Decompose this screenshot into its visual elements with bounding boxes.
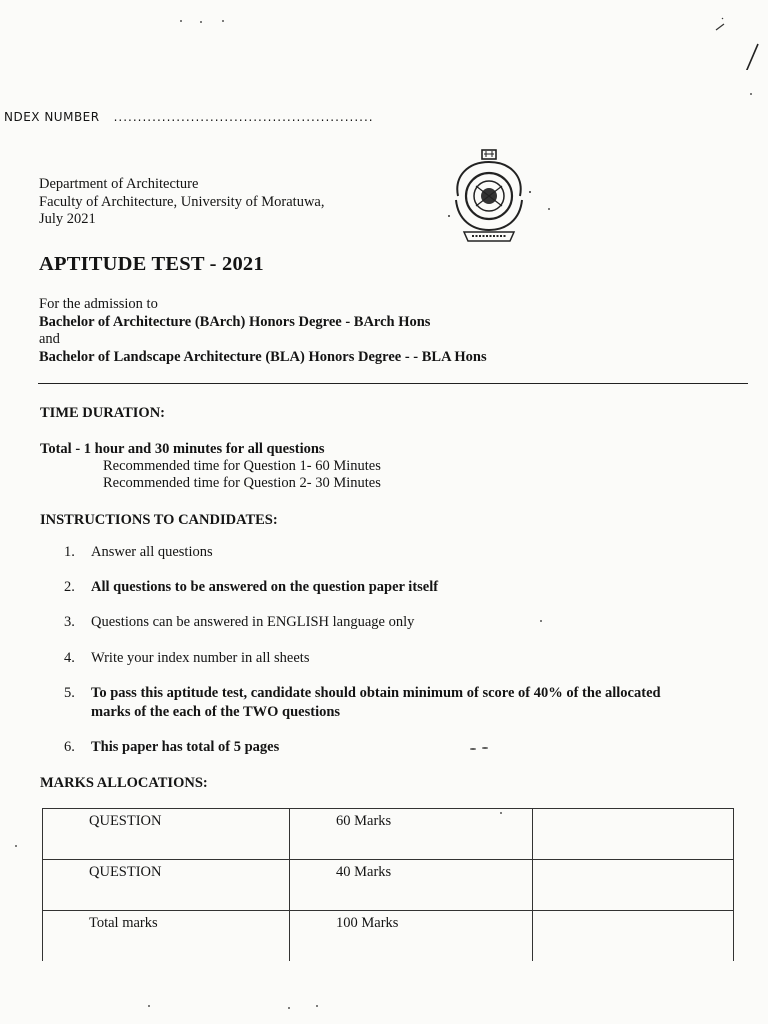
time-duration-block (40, 441, 381, 492)
exam-date: July 2021 (39, 211, 96, 227)
department-name: Department of Architecture (39, 176, 199, 192)
table-cell-item: QUESTION (43, 809, 290, 860)
scan-speck (750, 93, 752, 95)
scan-speck (500, 812, 502, 814)
scan-speck (222, 20, 224, 22)
scan-speck (470, 748, 476, 750)
index-number-label: NDEX NUMBER (4, 110, 100, 124)
total-time: Total - 1 hour and 30 minutes for all questions (40, 441, 325, 457)
list-item-number: 1. (64, 544, 75, 560)
table-row (43, 911, 734, 962)
scan-speck (288, 1007, 290, 1009)
scan-speck (148, 1005, 150, 1007)
scan-speck (540, 620, 542, 622)
degree-barch: Bachelor of Architecture (BArch) Honors Degree - BArch Hons (39, 313, 431, 330)
list-item-text: To pass this aptitude test, candidate should obtain minimum of score of 40% of the allocated (91, 685, 661, 701)
list-item-number: 2. (64, 579, 75, 595)
q1-time: Recommended time for Question 1- 60 Minutes (103, 458, 381, 474)
index-number-dots: ...................................................... (113, 110, 374, 124)
faculty-name: Faculty of Architecture, University of Moratuwa, (39, 193, 325, 210)
admission-and: and (39, 331, 60, 347)
table-cell-blank (533, 860, 734, 911)
table-cell-marks: 60 Marks (290, 809, 533, 860)
marks-table (42, 808, 734, 961)
list-item-text: Answer all questions (91, 544, 213, 560)
list-item-text: Questions can be answered in ENGLISH language only (91, 614, 415, 630)
table-cell-blank (533, 911, 734, 962)
table-cell-marks: 100 Marks (290, 911, 533, 962)
index-number-line (4, 110, 374, 124)
list-item-number: 5. (64, 685, 75, 701)
table-cell-blank (533, 809, 734, 860)
instructions-heading: INSTRUCTIONS TO CANDIDATES: (40, 512, 278, 528)
list-item-number: 4. (64, 650, 75, 666)
list-item-text: All questions to be answered on the question paper itself (91, 579, 439, 595)
institution-header (39, 176, 325, 229)
scan-speck (15, 845, 17, 847)
page-title: APTITUDE TEST - 2021 (39, 253, 264, 275)
admission-block (39, 296, 487, 366)
table-row (43, 860, 734, 911)
admission-intro: For the admission to (39, 296, 158, 312)
table-cell-marks: 40 Marks (290, 860, 533, 911)
list-item-number: 6. (64, 739, 75, 755)
scan-mark-icon (700, 10, 760, 70)
scan-speck (316, 1005, 318, 1007)
scan-speck (548, 208, 550, 210)
marks-allocation-heading: MARKS ALLOCATIONS: (40, 775, 208, 791)
table-cell-item: QUESTION (43, 860, 290, 911)
university-crest-icon (444, 146, 534, 248)
scan-speck (200, 21, 202, 23)
table-cell-item: Total marks (43, 911, 290, 962)
scan-speck (482, 747, 488, 749)
scan-speck (180, 20, 182, 22)
list-item-text: Write your index number in all sheets (91, 650, 310, 666)
list-item-number: 3. (64, 614, 75, 630)
q2-time: Recommended time for Question 2- 30 Minutes (103, 475, 381, 491)
table-row (43, 809, 734, 860)
list-item-text-continued: marks of the each of the TWO questions (91, 704, 341, 720)
horizontal-divider (38, 383, 748, 384)
list-item-text: This paper has total of 5 pages (91, 739, 280, 755)
degree-bla: Bachelor of Landscape Architecture (BLA) Honors Degree - - BLA Hons (39, 348, 487, 365)
time-duration-heading: TIME DURATION: (40, 405, 165, 421)
